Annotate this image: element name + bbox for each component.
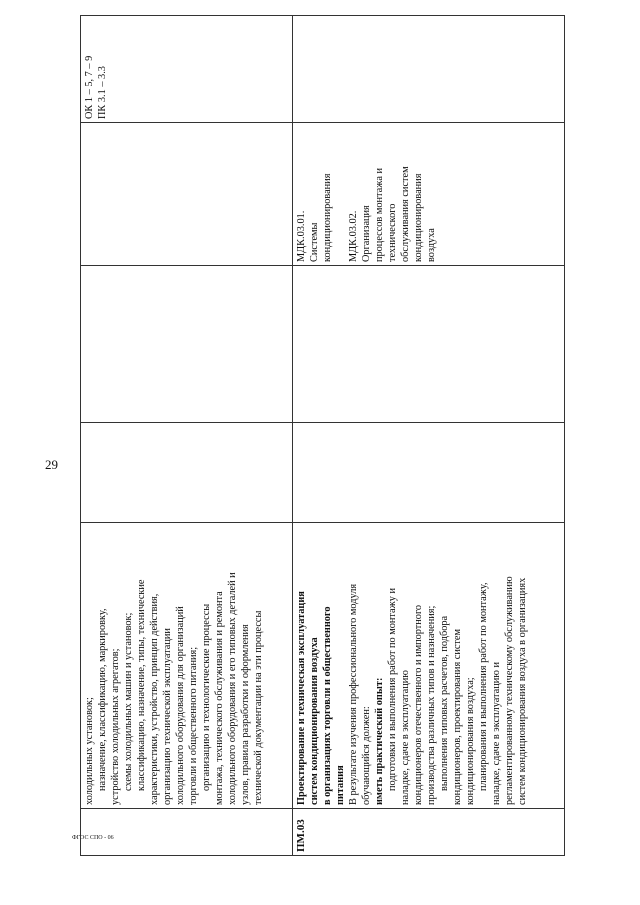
content-line: питания — [335, 765, 346, 805]
content-line: холодильного оборудования для организаций — [175, 606, 186, 805]
competency-code: ОК 1 – 5, 7 – 9 — [84, 55, 95, 119]
content-line: наладке, сдаче в эксплуатацию — [400, 670, 411, 805]
hours-cell — [81, 266, 293, 423]
content-cell — [293, 523, 565, 809]
page-number: 29 — [45, 457, 58, 472]
content-line: узлов, правила разработки и оформления — [240, 624, 251, 805]
content-line: Проектирование и техническая эксплуатация — [296, 591, 307, 805]
competencies-cell — [293, 16, 565, 123]
content-line: иметь практический опыт: — [374, 677, 385, 805]
module-code-cell — [293, 809, 565, 856]
table-row — [81, 16, 293, 856]
table-row — [293, 16, 565, 856]
footer-code: ФГОС СПО - 06 — [72, 835, 114, 841]
mdk-line: обслуживания систем — [400, 166, 411, 262]
content-line: планирования и выполнения работ по монтажу, — [478, 582, 489, 791]
content-line: В результате изучения профессионального модуля — [348, 583, 359, 805]
content-line: выполнения типовых расчетов, подбора — [439, 615, 450, 791]
competencies-list — [83, 19, 109, 119]
curriculum-table — [80, 15, 565, 856]
content-line: назначение, классификацию, маркировку, — [97, 608, 108, 791]
mdk-cell — [293, 123, 565, 266]
mdk-line: технического — [387, 203, 398, 262]
competency-code: ПК 3.1 – 3.3 — [97, 66, 108, 119]
mdk-line — [334, 126, 347, 262]
content-line: классификацию, назначение, типы, технические — [136, 579, 147, 791]
content-line: систем кондиционирования воздуха в организациях — [517, 577, 528, 805]
mdk-line: воздуха — [426, 228, 437, 262]
hours-cell — [293, 423, 565, 523]
content-line: технической документации на эти процессы — [253, 610, 264, 805]
content-line: систем кондиционирования воздуха — [309, 637, 320, 805]
content-lines — [83, 526, 265, 805]
content-lines — [295, 526, 529, 805]
mdk-line: процессов монтажа и — [374, 167, 385, 262]
content-line: регламентированному техническому обслуживанию — [504, 576, 515, 805]
mdk-cell — [81, 123, 293, 266]
competencies-cell — [81, 16, 293, 123]
mdk-line: кондиционирования — [413, 173, 424, 262]
mdk-line: МДК.03.02. — [348, 210, 359, 262]
content-line: производства различных типов и назначения; — [426, 605, 437, 805]
mdk-line: МДК.03.01. — [296, 210, 307, 262]
mdk-line: Организация — [361, 205, 372, 262]
content-line: характеристики, устройство, принцип действия, — [149, 593, 160, 805]
content-line: обучающийся должен: — [361, 706, 372, 805]
mdk-line: кондиционирования — [322, 173, 333, 262]
content-line: кондиционеров, проектирования систем — [452, 629, 463, 805]
hours-cell — [81, 423, 293, 523]
module-code-cell — [81, 809, 293, 856]
content-line: торговли и общественного питания; — [188, 646, 199, 805]
content-line: монтажа, технического обслуживания и ремонта — [214, 591, 225, 805]
content-line: подготовки и выполнения работ по монтажу и — [387, 588, 398, 791]
content-line: схемы холодильных машин и установок; — [123, 612, 134, 791]
content-line: в организациях торговли и общественного — [322, 606, 333, 805]
hours-cell — [293, 266, 565, 423]
content-line: наладке, сдаче в эксплуатацию и — [491, 661, 502, 805]
module-code: ПМ.03 — [295, 819, 307, 852]
content-cell — [81, 523, 293, 809]
content-line: кондиционеров отечественного и импортного — [413, 604, 424, 805]
content-line: организацию технической эксплуатации — [162, 628, 173, 805]
content-line: устройство холодильных агрегатов; — [110, 648, 121, 805]
content-line: кондиционирования воздуха; — [465, 677, 476, 805]
content-line: холодильного оборудования и его типовых деталей и — [227, 572, 238, 805]
rotated-page — [80, 16, 564, 856]
mdk-list — [295, 126, 438, 262]
mdk-line: Системы — [309, 222, 320, 262]
content-line: холодильных установок; — [84, 697, 95, 805]
content-line: организацию и технологические процессы — [201, 603, 212, 791]
